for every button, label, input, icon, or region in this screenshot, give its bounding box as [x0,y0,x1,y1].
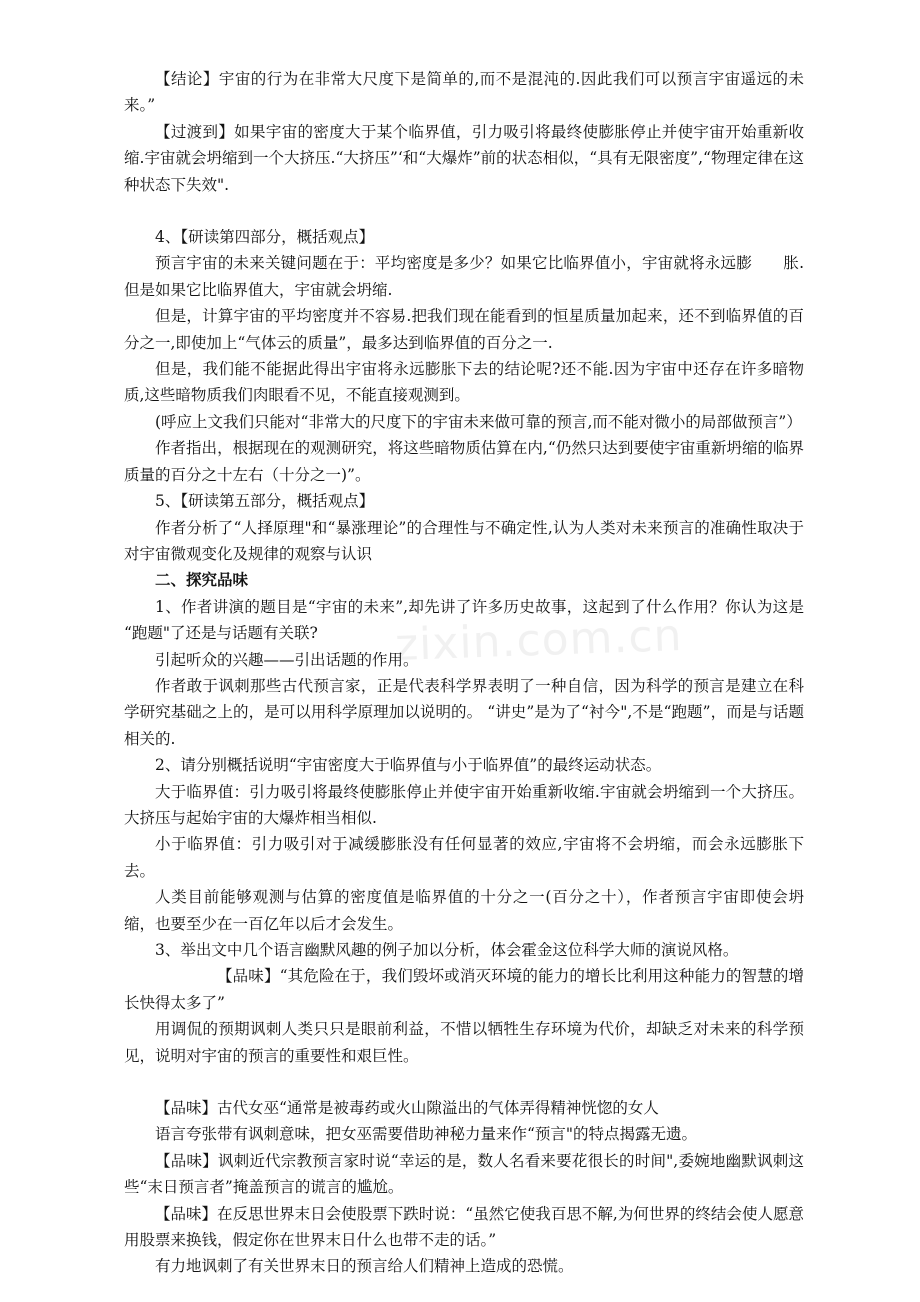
transition-paragraph: 【过渡到】如果宇宙的密度大于某个临界值，引力吸引将最终使膨胀停止并使宇宙开始重新收缩.宇宙就会坍缩到一个大挤压.“大挤压”‘和“大爆炸”前的状态相似，“具有无限密度”,“物理定律在这种状态下失效". [124,122,804,194]
appreciation-item: 【品味】讽刺近代宗教预言家时说“幸运的是，数人名看来要花很长的时间",委婉地幽默讽刺这些“末日预言者”掩盖预言的谎言的尴尬。 [124,1151,804,1197]
paragraph: 作者指出，根据现在的观测研究，将这些暗物质估算在内,“仍然只达到要使宇宙重新坍缩的临界质量的百分之十左右（十分之一)”。 [124,439,804,484]
section-title-explore: 二、探究品味 [155,570,249,590]
answer: 引起听众的兴趣——引出话题的作用。 [155,650,419,669]
spacer [124,198,804,224]
question-1: 1、作者讲演的题目是“宇宙的未来”,却先讲了许多历史故事，这起到了什么作用？你认为这是 “跑题"了还是与话题有关联? [124,597,804,643]
answer: 小于临界值：引力吸引对于减缓膨胀没有任何显著的效应,宇宙将不会坍缩，而会永远膨胀下去。 [124,835,804,880]
paragraph: 预言宇宙的未来关键问题在于：平均密度是多少？如果它比临界值小，宇宙就将永远膨 胀.但是如果它比临界值大，宇宙就会坍缩. [124,254,804,299]
paragraph: 作者分析了“人择原理"和“暴涨理论”的合理性与不确定性,认为人类对未来预言的准确性取决于对宇宙微观变化及规律的观察与认识 [124,518,804,563]
answer: 语言夸张带有讽刺意味，把女巫需要借助神秘力量来作“预言"的特点揭露无遗。 [155,1125,698,1144]
answer: 人类目前能够观测与估算的密度值是临界值的十分之一(百分之十），作者预言宇宙即使会坍缩，也要至少在一百亿年以后才会发生。 [124,888,804,933]
appreciation-item: 【品味】“其危险在于，我们毁坏或消灭环境的能力的增长比利用这种能力的智慧的增长快得太多了” [124,967,804,1012]
paragraph: 但是，我们能不能据此得出宇宙将永远膨胀下去的结论呢?还不能.因为宇宙中还存在许多暗物质,这些暗物质我们肉眼看不见，不能直接观测到。 [124,360,804,405]
section-heading-5: 5、【研读第五部分，概括观点】 [155,492,375,511]
watermark: zixin.com.cn [394,609,684,672]
paragraph: 但是，计算宇宙的平均密度并不容易.把我们现在能看到的恒星质量加起来，还不到临界值的百分之一,即使加上“气体云的质量”，最多达到临界值的百分之一. [124,307,804,352]
question-2: 2、请分别概括说明“宇宙密度大于临界值与小于临界值”的最终运动状态。 [155,756,662,775]
section-heading-4: 4、【研读第四部分，概括观点】 [155,228,375,247]
answer: 大于临界值：引力吸引将最终使膨胀停止并使宇宙开始重新收缩.宇宙就会坍缩到一个大挤压。大挤压与起始宇宙的大爆炸相当相似. [124,782,804,827]
conclusion-paragraph: 【结论】宇宙的行为在非常大尺度下是简单的,而不是混沌的.因此我们可以预言宇宙遥远的未来。” [124,70,804,115]
appreciation-item: 【品味】古代女巫“通常是被毒药或火山隙溢出的气体弄得精神恍惚的女人 [155,1099,659,1118]
answer: 用调侃的预期讽刺人类只只是眼前利益，不惜以牺牲生存环境为代价，却缺乏对未来的科学预见，说明对宇宙的预言的重要性和艰巨性。 [124,1020,804,1065]
appreciation-item: 【品味】在反思世界末日会使股票下跌时说：“虽然它使我百思不解,为何世界的终结会使人愿意用股票来换钱，假定你在世界末日什么也带不走的话。” [124,1204,804,1250]
document-body [124,66,804,1280]
answer: 有力地讽刺了有关世界末日的预言给人们精神上造成的恐慌。 [155,1257,574,1276]
question-3: 3、举出文中几个语言幽默风趣的例子加以分析，体会霍金这位科学大师的演说风格。 [155,941,739,959]
answer: 作者敢于讽刺那些古代预言家，正是代表科学界表明了一种自信，因为科学的预言是建立在科学研究基础之上的，是可以用科学原理加以说明的。 “讲史”是为了“衬今",不是“跑题”，而是与话题相关的. [124,676,804,748]
paragraph: (呼应上文我们只能对“非常大的尺度下的宇宙未来做可靠的预言,而不能对微小的局部做预言”） [155,412,802,431]
spacer [124,1069,804,1095]
